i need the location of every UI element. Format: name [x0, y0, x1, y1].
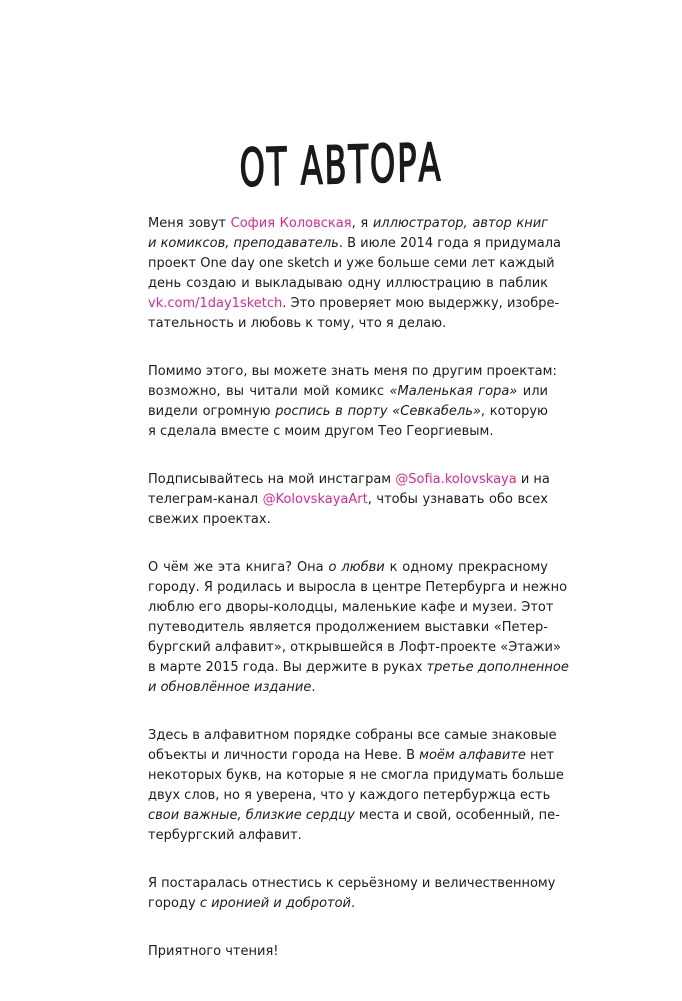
paragraph-projects [148, 362, 557, 442]
text: . В июле 2014 года я придумала [338, 236, 561, 251]
text-line: городу. Я родилась и выросла в центре Петербурга и нежно [148, 580, 568, 595]
text: городу [148, 896, 200, 911]
text: третье дополненное [426, 660, 569, 675]
text: места и свой, особенный, пе- [354, 808, 560, 823]
text-line [148, 558, 548, 578]
text-line: день создаю и выкладываю одну иллюстрацию в паблик [148, 276, 548, 291]
telegram-link[interactable]: @KolovskayaArt [262, 492, 368, 507]
text-line: тербургский алфавит. [148, 828, 302, 843]
text-line [148, 382, 548, 402]
text-line: некоторых букв, на которые я не смогла придумать больше [148, 768, 564, 783]
text: и комиксов, преподаватель [148, 236, 339, 251]
text-line: тательность и любовь к тому, что я делаю. [148, 316, 447, 331]
text: объекты и личности города на Неве. В [148, 748, 420, 763]
text: видели огромную [148, 404, 276, 419]
text-line [148, 214, 548, 234]
author-foreword [148, 214, 569, 962]
text-line: люблю его дворы-колодцы, маленькие кафе и музеи. Этот [148, 600, 554, 615]
text-line: бургский алфавит», открывшейся в Лофт-проекте «Этажи» [148, 640, 561, 655]
text: в марте 2015 года. Вы держите в руках [148, 660, 427, 675]
text-line [148, 658, 569, 678]
text-line [148, 402, 548, 422]
text-line [148, 294, 560, 314]
text: возможно, вы читали мой комикс [148, 384, 390, 399]
text: к одному прекрасному [384, 560, 548, 575]
text: . [311, 680, 316, 695]
text: и на [516, 472, 550, 487]
text: «Маленькая гора» [389, 384, 518, 399]
author-name: София Коловская [230, 216, 352, 231]
text: с иронией и добротой [199, 896, 351, 911]
text-line [148, 746, 555, 766]
text-line [148, 678, 548, 698]
text-line: путеводитель является продолжением выставки «Петер- [148, 620, 548, 635]
text: о любви [328, 560, 385, 575]
text: , я [351, 216, 373, 231]
text: , чтобы узнавать обо всех [367, 492, 548, 507]
vk-link[interactable]: vk.com/1day1sketch [148, 296, 283, 311]
text: и обновлённое издание [148, 680, 312, 695]
page-title: ОТ АВТОРА [239, 133, 443, 199]
text-line [148, 806, 560, 826]
paragraph-closing [148, 942, 548, 962]
paragraph-alphabet [148, 726, 564, 846]
text-line [148, 470, 548, 490]
text: моём алфавите [419, 748, 526, 763]
text-line: двух слов, но я уверена, что у каждого петербуржца есть [148, 788, 551, 803]
paragraph-socials [148, 470, 548, 530]
text-line: Приятного чтения! [148, 944, 279, 959]
text-line: Я постаралась отнестись к серьёзному и величественному [148, 876, 556, 891]
text: телеграм-канал [148, 492, 263, 507]
text: свои важные, близкие сердцу [148, 808, 355, 823]
text-line: Здесь в алфавитном порядке собраны все самые знаковые [148, 728, 557, 743]
text-line: свежих проектах. [148, 512, 271, 527]
paragraph-irony [148, 874, 556, 914]
text-line [148, 234, 561, 254]
text: Меня зовут [148, 216, 231, 231]
text: . Это проверяет мою выдержку, изобре- [282, 296, 560, 311]
text: , которую [480, 404, 548, 419]
text: О чём же эта книга? Она [148, 560, 329, 575]
text: нет [525, 748, 555, 763]
text: . [351, 896, 356, 911]
text: или [517, 384, 548, 399]
text-line [148, 894, 548, 914]
text-line: Помимо этого, вы можете знать меня по другим проектам: [148, 364, 557, 379]
text-line [148, 490, 548, 510]
text: роспись в порту «Севкабель» [275, 404, 481, 419]
text: иллюстратор, автор книг [372, 216, 549, 231]
text-line: я сделала вместе с моим другом Тео Георгиевым. [148, 424, 494, 439]
text: Подписывайтесь на мой инстаграм [148, 472, 396, 487]
paragraph-about-book [148, 558, 569, 698]
instagram-link[interactable]: @Sofia.kolovskaya [395, 472, 517, 487]
paragraph-intro [148, 214, 561, 334]
text-line: проект One day one sketch и уже больше семи лет каждый [148, 256, 555, 271]
